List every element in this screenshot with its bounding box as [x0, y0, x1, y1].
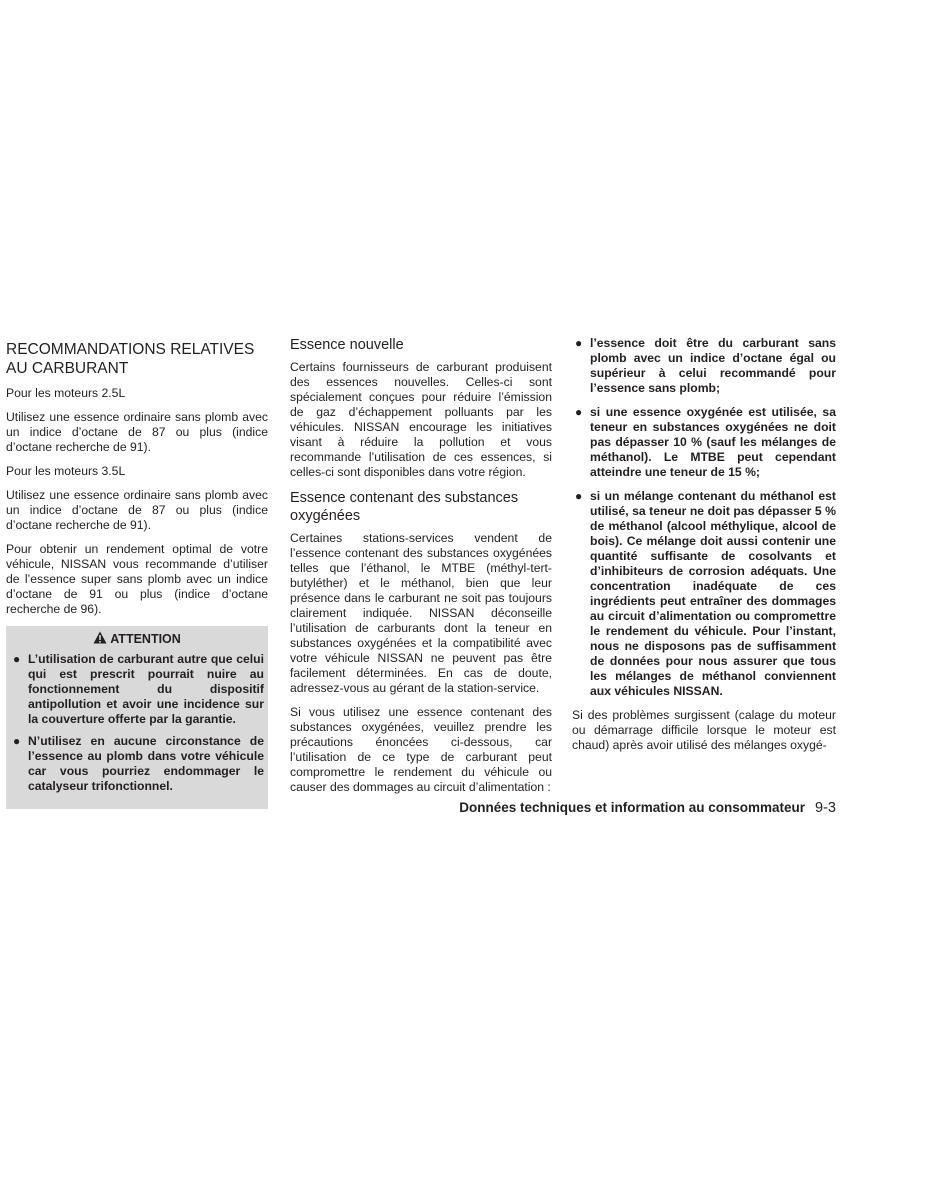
- paragraph: Utilisez une essence ordinaire sans plomb avec un indice d’octane de 87 ou plus (indice d’octane recherche de 91).: [6, 488, 268, 532]
- list-item: ● N’utilisez en aucune circonstance de l’essence au plomb dans votre véhicule car vous pourriez endommager le catalyseur trifonctionnel.: [13, 734, 264, 793]
- attention-list: [10, 652, 264, 794]
- warning-icon: [93, 631, 107, 644]
- paragraph: Pour obtenir un rendement optimal de votre véhicule, NISSAN vous recommande d’utiliser de l’essence super sans plomb avec un indice d’octane de 91 ou plus (indice d’octane recherche de 96).: [6, 542, 268, 616]
- list-item: ● L’utilisation de carburant autre que celui qui est prescrit pourrait nuire au fonctionnement du dispositif antipollution et avoir une incidence sur la couverture offerte par la garantie.: [13, 652, 264, 726]
- page-footer: [446, 799, 836, 817]
- bullet-icon: ●: [13, 652, 21, 666]
- footer-section-title: Données techniques et information au consommateur: [459, 800, 806, 815]
- bullet-icon: ●: [575, 336, 583, 350]
- list-item: ● l’essence doit être du carburant sans plomb avec un indice d’octane égal ou supérieur à celui recommandé pour l’essence sans plomb;: [575, 336, 836, 395]
- bullet-icon: ●: [13, 734, 21, 748]
- column-middle: [290, 336, 552, 804]
- attention-title: [10, 631, 264, 647]
- precautions-list: [572, 336, 836, 699]
- paragraph: Certaines stations-services vendent de l’essence contenant des substances oxygénées telles que l’éthanol, le MTBE (méthyl-tert-butyléther) et le méthanol, bien que leur présence dans le carburant ne soit pas toujours clairement indiquée. NISSAN déconseille l’utilisation de carburants dont la teneur en substances oxygénées et la compatibilité avec votre véhicule NISSAN ne peuvent pas être facilement déterminées. En cas de doute, adressez-vous au gérant de la station-service.: [290, 531, 552, 695]
- paragraph: Pour les moteurs 3.5L: [6, 464, 126, 478]
- paragraph: Pour les moteurs 2.5L: [6, 386, 126, 400]
- attention-title-text: ATTENTION: [110, 632, 181, 646]
- paragraph: Certains fournisseurs de carburant produisent des essences nouvelles. Celles-ci sont spécialement conçues pour réduire l’émission de gaz d’échappement polluants par les véhicules. NISSAN encourage les initiatives visant à réduire la pollution et vous recommande l’utilisation de ces essences, si celles-ci sont disponibles dans votre région.: [290, 360, 552, 479]
- subsection-heading: Essence nouvelle: [290, 337, 404, 353]
- paragraph: Utilisez une essence ordinaire sans plomb avec un indice d’octane de 87 ou plus (indice d’octane recherche de 91).: [6, 410, 268, 454]
- bullet-icon: ●: [575, 405, 583, 419]
- list-item: ● si un mélange contenant du méthanol est utilisé, sa teneur ne doit pas dépasser 5 % de méthanol (alcool méthylique, alcool de bois). Ce mélange doit aussi contenir une quantité suffisante de cosolvants et d’inhibiteurs de corrosion adéquats. Une concentration inadéquate de ces ingrédients peut entraîner des dommages au circuit d’alimentation ou compromettre le rendement du véhicule. Pour l’instant, nous ne disposons pas de suffisamment de données pour nous assurer que tous les mélanges de méthanol conviennent aux véhicules NISSAN.: [575, 489, 836, 698]
- list-item: ● si une essence oxygénée est utilisée, sa teneur en substances oxygénées ne doit pas dépasser 10 % (sauf les mélanges de méthanol). Le MTBE peut cependant atteindre une teneur de 15 %;: [575, 405, 836, 479]
- section-heading: RECOMMANDATIONS RELATIVES AU CARBURANT: [6, 341, 255, 377]
- attention-box: [6, 626, 268, 809]
- column-left: [6, 336, 268, 809]
- paragraph: Si vous utilisez une essence contenant des substances oxygénées, veuillez prendre les précautions énoncées ci-dessous, car l’utilisation de ce type de carburant peut compromettre le rendement du véhicule ou causer des dommages au circuit d’alimentation :: [290, 705, 552, 794]
- subsection-heading: Essence contenant des substances oxygénées: [290, 490, 519, 524]
- column-right: [572, 336, 836, 762]
- paragraph: Si des problèmes surgissent (calage du moteur ou démarrage difficile lorsque le moteur est chaud) après avoir utilisé des mélanges oxygé-: [572, 708, 836, 752]
- bullet-icon: ●: [575, 489, 583, 503]
- page-number: 9-3: [815, 800, 836, 816]
